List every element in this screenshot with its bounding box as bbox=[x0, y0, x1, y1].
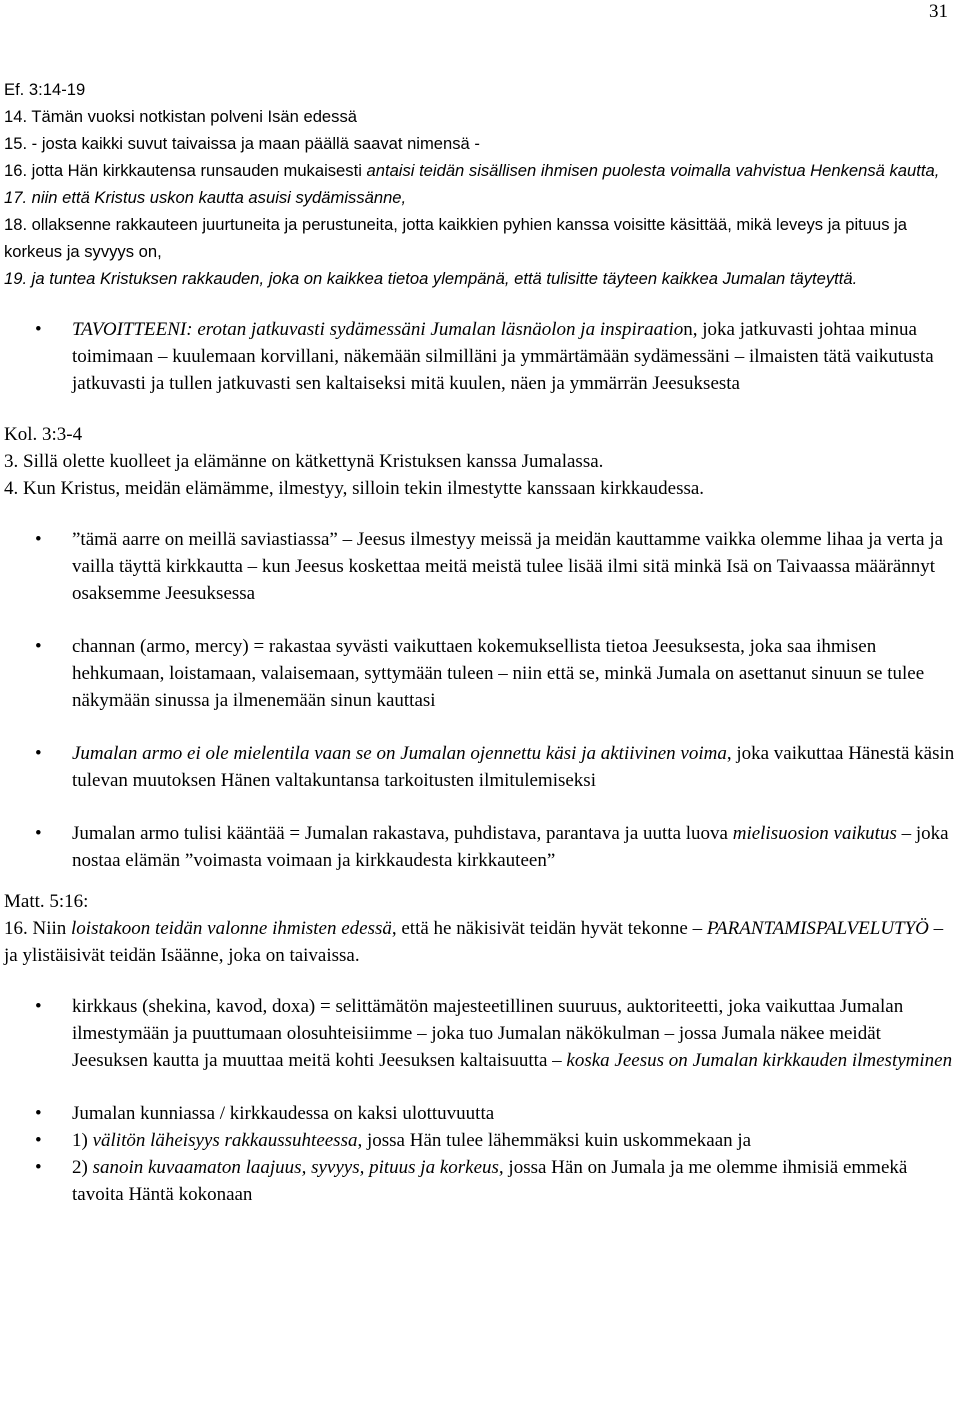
page-number: 31 bbox=[929, 1, 948, 22]
first-dimension-text: , jossa Hän tulee lähemmäksi kuin uskommekaan ja bbox=[357, 1130, 752, 1151]
grace-power-italic: Jumalan armo ei ole mielentila vaan se on Jumalan ojennettu käsi ja aktiivinen voima bbox=[72, 743, 727, 764]
list-item-grace-translation bbox=[4, 820, 956, 874]
glory-text: kirkkaus (shekina, kavod, doxa) = selittämätön majesteetillinen suuruus, auktoriteetti, joka vaikuttaa Jumalan ilmestymään ja puuttumaan olosuhteisiimme – joka tuo Jumalan näkökulman – jossa Jumala näkee meidät Jeesuksen kautta ja muuttaa meitä kohti Jeesuksen kaltaisuutta – bbox=[72, 996, 904, 1071]
glory-italic: koska Jeesus on Jumalan kirkkauden ilmestyminen bbox=[566, 1050, 953, 1071]
colossians-reference: Kol. 3:3-4 bbox=[4, 424, 83, 445]
list-item-glory bbox=[4, 993, 956, 1074]
first-dimension-num: 1) bbox=[72, 1130, 93, 1151]
ephesians-verse-15: 15. - josta kaikki suvut taivaissa ja maan päällä saavat nimensä - bbox=[4, 134, 480, 153]
list-item-channan: • channan (armo, mercy) = rakastaa syvästi vaikuttaen kokemuksellista tietoa Jeesuksesta, joka saa ihmisen hehkumaan, loistamaan, valaisemaan, syttymään tuleen – niin että se, minkä Jumala on asettanut sinuun se tulee näkymään sinussa ja ilmenemään sinun kauttasi bbox=[4, 633, 956, 714]
list-item-first-dimension bbox=[4, 1127, 956, 1154]
colossians-verse-4: 4. Kun Kristus, meidän elämämme, ilmestyy, silloin tekin ilmestytte kanssaan kirkkaudessa. bbox=[4, 478, 705, 499]
ephesians-reference: Ef. 3:14-19 bbox=[4, 80, 86, 99]
matthew-text-a: 16. Niin bbox=[4, 918, 72, 939]
matthew-passage bbox=[4, 888, 956, 969]
second-dimension-num: 2) bbox=[72, 1157, 93, 1178]
ephesians-verse-19 bbox=[4, 265, 956, 292]
grace-translation-italic: mielisuosion vaikutus bbox=[732, 823, 897, 844]
first-dimension-italic: välitön läheisyys rakkaussuhteessa bbox=[92, 1130, 358, 1151]
matthew-text-c: – ja ylistäisivät teidän Isäänne, joka on taivaissa. bbox=[4, 918, 944, 966]
grace-translation-end: – joka nostaa elämän ”voimasta voimaan ja kirkkaudesta kirkkauteen” bbox=[72, 823, 949, 871]
second-dimension-italic: sanoin kuvaamaton laajuus, syvyys, pituus ja korkeus, bbox=[92, 1157, 504, 1178]
list-item-treasure: • ”tämä aarre on meillä saviastiassa” – Jeesus ilmestyy meissä ja meidän kauttamme vaikka olemme lihaa ja verta ja vailla täyttä kirkkautta – kun Jeesus koskettaa meitä meistä tulee lisää ilmi sitä minkä Isä on Taivaassa määrännyt osaksemme Jeesuksessa bbox=[4, 526, 956, 607]
document-body bbox=[4, 76, 956, 1208]
verse-19-italic: 19. ja tuntea Kristuksen rakkauden, joka on kaikkea tietoa ylempänä, että tulisitte täyteen kaikkea Jumalan täyteyttä. bbox=[4, 269, 858, 288]
matthew-italic-1: loistakoon teidän valonne ihmisten edessä bbox=[71, 918, 392, 939]
matthew-reference: Matt. 5:16: bbox=[4, 891, 89, 912]
second-dimension-text: jossa Hän on Jumala ja me olemme ihmisiä emmekä tavoita Häntä kokonaan bbox=[72, 1157, 908, 1205]
list-item-dimensions: • Jumalan kunniassa / kirkkaudessa on kaksi ulottuvuutta bbox=[4, 1100, 956, 1127]
colossians-passage bbox=[4, 421, 956, 502]
list-item-grace-power bbox=[4, 740, 956, 794]
verse-17-italic: 17. niin että Kristus uskon kautta asuisi sydämissänne, bbox=[4, 188, 407, 207]
goal-list bbox=[4, 316, 956, 397]
ephesians-verse-18: 18. ollaksenne rakkauteen juurtuneita ja perustuneita, jotta kaikkien pyhien kanssa voisitte käsittää, mikä leveys ja pituus ja korkeus ja syvyys on, bbox=[4, 215, 908, 261]
list-item-second-dimension bbox=[4, 1154, 956, 1208]
grace-list bbox=[4, 526, 956, 874]
goal-italic: TAVOITTEENI: erotan jatkuvasti sydämessäni Jumalan läsnäolon ja inspiraatio bbox=[72, 319, 684, 340]
ephesians-verse-14: 14. Tämän vuoksi notkistan polveni Isän edessä bbox=[4, 107, 357, 126]
goal-text: n, joka jatkuvasti johtaa minua toimimaan – kuulemaan korvillani, näkemään silmilläni ja ymmärtämään sydämessäni – ilmaisten tätä vaikutusta jatkuvasti ja tullen jatkuvasti sen kaltaiseksi mitä kuulen, näen ja ymmärrän Jeesuksesta bbox=[72, 319, 934, 394]
glory-list bbox=[4, 993, 956, 1208]
ephesians-passage bbox=[4, 76, 956, 292]
matthew-text-b: , että he näkisivät teidän hyvät tekonne – bbox=[391, 918, 707, 939]
colossians-verse-3: 3. Sillä olette kuolleet ja elämänne on kätkettynä Kristuksen kanssa Jumalassa. bbox=[4, 451, 604, 472]
ephesians-verse-17 bbox=[4, 184, 956, 211]
grace-translation-text: Jumalan armo tulisi kääntää = Jumalan rakastava, puhdistava, parantava ja uutta luova bbox=[72, 823, 733, 844]
matthew-verse-16 bbox=[4, 915, 956, 969]
verse-16-plain: 16. jotta Hän kirkkautensa runsauden mukaisesti bbox=[4, 161, 367, 180]
matthew-italic-2: PARANTAMISPALVELUTYÖ bbox=[706, 918, 929, 939]
verse-16-italic: antaisi teidän sisällisen ihmisen puolesta voimalla vahvistua Henkensä kautta, bbox=[366, 161, 940, 180]
ephesians-verse-16 bbox=[4, 157, 956, 184]
goal-item bbox=[4, 316, 956, 397]
grace-power-text: , joka vaikuttaa Hänestä käsin tulevan muutoksen Hänen valtakuntansa tarkoitusten ilmitulemiseksi bbox=[72, 743, 955, 791]
